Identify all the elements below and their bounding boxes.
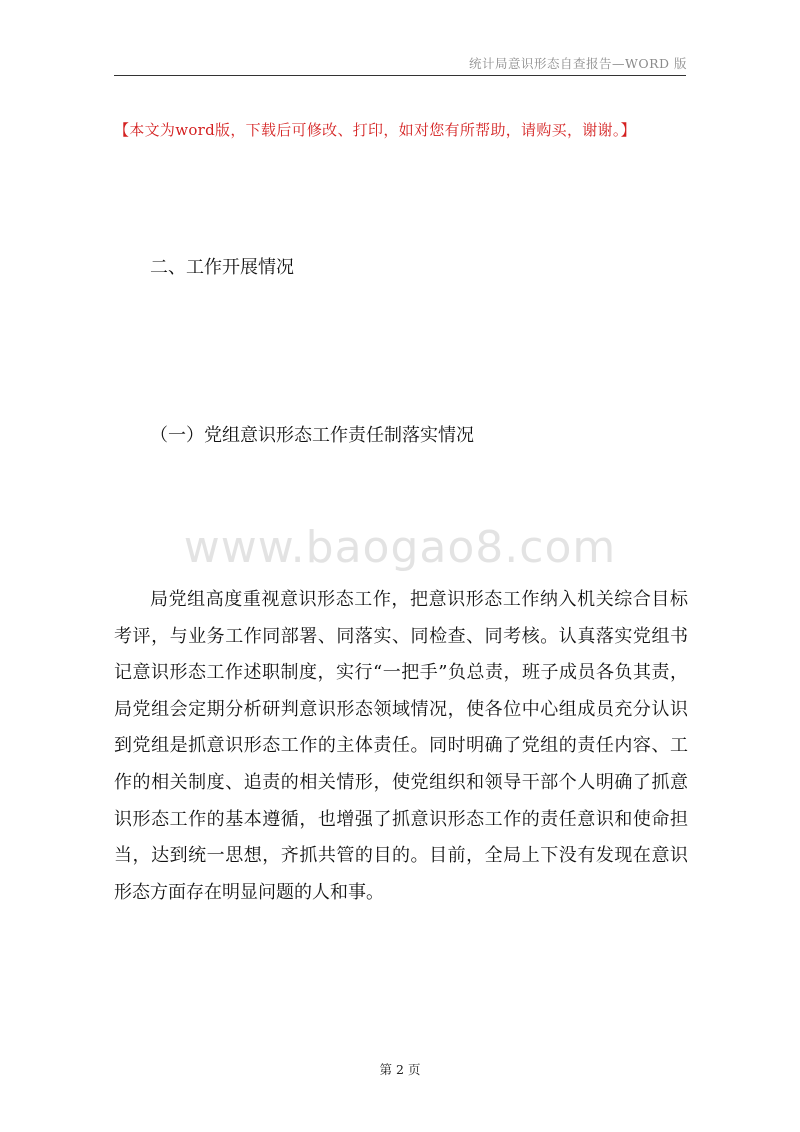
running-header: 统计局意识形态自查报告—WORD 版: [468, 56, 687, 71]
page-number: 第 2 页: [379, 1062, 421, 1077]
purchase-notice: 【本文为word版，下载后可修改、打印，如对您有所帮助，请购买，谢谢。】: [114, 121, 636, 139]
header-divider: [114, 75, 686, 76]
subsection-heading: （一）党组意识形态工作责任制落实情况: [150, 425, 474, 446]
section-heading: 二、工作开展情况: [150, 257, 294, 278]
watermark: www.baogao8.com: [183, 522, 617, 573]
body-paragraph: 局党组高度重视意识形态工作，把意识形态工作纳入机关综合目标考评，与业务工作同部署、同落实、同检查、同考核。认真落实党组书记意识形态工作述职制度，实行“一把手”负总责，班子成员各负其责，局党组会定期分析研判意识形态领域情况，使各位中心组成员充分认识到党组是抓意识形态工作的主体责任。同时明确了党组的责任内容、工作的相关制度、追责的相关情形，使党组织和领导干部个人明确了抓意识形态工作的基本遵循，也增强了抓意识形态工作的责任意识和使命担当，达到统一思想，齐抓共管的目的。目前，全局上下没有发现在意识形态方面存在明显问题的人和事。: [114, 589, 688, 903]
